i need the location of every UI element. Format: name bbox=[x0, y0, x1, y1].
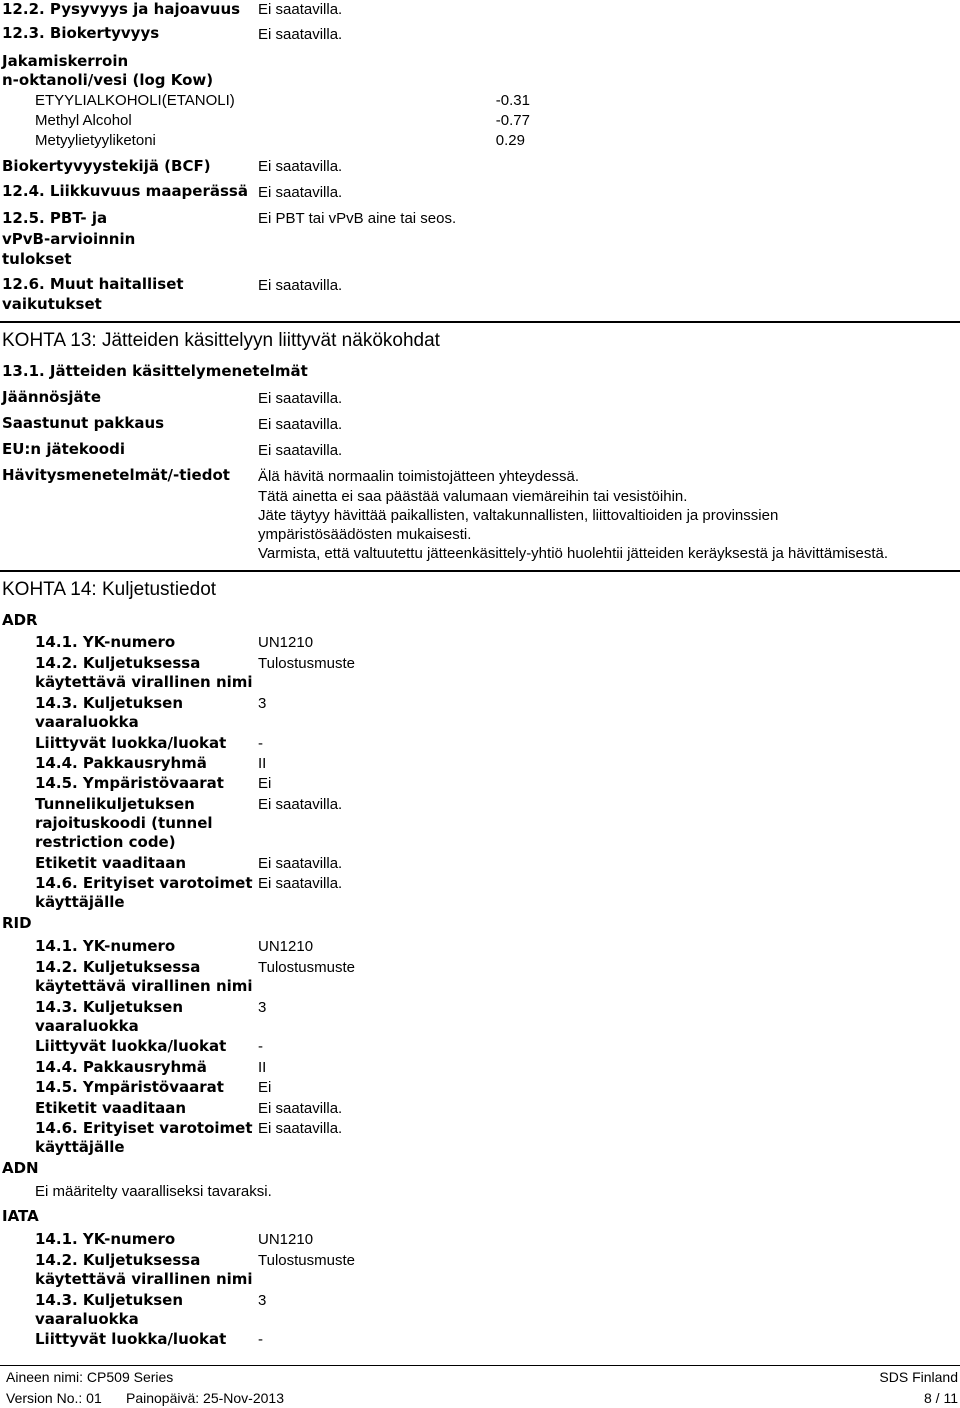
partition-row-name: Metyylietyyliketoni bbox=[35, 132, 156, 149]
rid-subsidiary-label: Liittyvät luokka/luokat bbox=[35, 1037, 227, 1055]
rid-un-label: 14.1. YK-numero bbox=[35, 937, 176, 955]
rid-packing-group-label: 14.4. Pakkausryhmä bbox=[35, 1058, 207, 1076]
contaminated-packaging-label: Saastunut pakkaus bbox=[2, 414, 165, 432]
adr-class-value: 3 bbox=[258, 695, 267, 712]
contaminated-packaging-value: Ei saatavilla. bbox=[258, 416, 343, 433]
mobility-value: Ei saatavilla. bbox=[258, 184, 343, 201]
disposal-line: Tätä ainetta ei saa päästää valumaan viemäreihin tai vesistöihin. bbox=[258, 488, 688, 505]
adr-class-label-line1: 14.3. Kuljetuksen bbox=[35, 694, 184, 712]
adn-heading: ADN bbox=[2, 1159, 39, 1177]
disposal-line: ympäristösäädösten mukaisesti. bbox=[258, 526, 472, 543]
rid-special-label-line1: 14.6. Erityiset varotoimet bbox=[35, 1119, 253, 1137]
footer-version: Version No.: 01 bbox=[6, 1390, 102, 1406]
persistence-value: Ei saatavilla. bbox=[258, 1, 343, 18]
adr-environmental-label: 14.5. Ympäristövaarat bbox=[35, 774, 224, 792]
bcf-value: Ei saatavilla. bbox=[258, 158, 343, 175]
iata-subsidiary-label: Liittyvät luokka/luokat bbox=[35, 1330, 227, 1348]
section13-title: KOHTA 13: Jätteiden käsittelyyn liittyvät näkökohdat bbox=[2, 330, 440, 351]
footer-product-name: Aineen nimi: CP509 Series bbox=[6, 1369, 174, 1385]
adr-labels-label: Etiketit vaaditaan bbox=[35, 854, 187, 872]
adr-un-label: 14.1. YK-numero bbox=[35, 633, 176, 651]
partition-label-line2: n-oktanoli/vesi (log Kow) bbox=[2, 71, 214, 89]
iata-un-label: 14.1. YK-numero bbox=[35, 1230, 176, 1248]
pbt-label-line3: tulokset bbox=[2, 250, 72, 268]
adr-packing-group-value: II bbox=[258, 755, 267, 772]
eu-waste-code-value: Ei saatavilla. bbox=[258, 442, 343, 459]
mobility-label: 12.4. Liikkuvuus maaperässä bbox=[2, 182, 248, 200]
adr-subsidiary-value: - bbox=[258, 735, 263, 752]
rid-special-value: Ei saatavilla. bbox=[258, 1120, 343, 1137]
iata-class-label-line2: vaaraluokka bbox=[35, 1310, 139, 1328]
footer-divider bbox=[0, 1365, 960, 1366]
disposal-line: Varmista, että valtuutettu jätteenkäsittely-yhtiö huolehtii jätteiden keräyksestä ja hävittämisestä. bbox=[258, 545, 889, 562]
adr-tunnel-label-line3: restriction code) bbox=[35, 833, 176, 851]
adr-name-label-line2: käytettävä virallinen nimi bbox=[35, 673, 253, 691]
rid-environmental-value: Ei bbox=[258, 1079, 272, 1096]
adr-special-value: Ei saatavilla. bbox=[258, 875, 343, 892]
adr-special-label-line1: 14.6. Erityiset varotoimet bbox=[35, 874, 253, 892]
rid-subsidiary-value: - bbox=[258, 1038, 263, 1055]
partition-row-name: ETYYLIALKOHOLI(ETANOLI) bbox=[35, 92, 235, 109]
rid-name-value: Tulostusmuste bbox=[258, 959, 355, 976]
bioaccumulation-label: 12.3. Biokertyvyys bbox=[2, 24, 160, 42]
other-effects-label-line1: 12.6. Muut haitalliset bbox=[2, 275, 184, 293]
adr-name-value: Tulostusmuste bbox=[258, 655, 355, 672]
adr-class-label-line2: vaaraluokka bbox=[35, 713, 139, 731]
iata-class-value: 3 bbox=[258, 1292, 267, 1309]
rid-environmental-label: 14.5. Ympäristövaarat bbox=[35, 1078, 224, 1096]
disposal-line: Älä hävitä normaalin toimistojätteen yhteydessä. bbox=[258, 468, 580, 485]
adr-tunnel-label-line2: rajoituskoodi (tunnel bbox=[35, 814, 213, 832]
adr-labels-value: Ei saatavilla. bbox=[258, 855, 343, 872]
bioaccumulation-value: Ei saatavilla. bbox=[258, 26, 343, 43]
iata-name-label-line2: käytettävä virallinen nimi bbox=[35, 1270, 253, 1288]
rid-labels-value: Ei saatavilla. bbox=[258, 1100, 343, 1117]
iata-class-label-line1: 14.3. Kuljetuksen bbox=[35, 1291, 184, 1309]
footer-sds-country: SDS Finland bbox=[879, 1369, 958, 1385]
adr-tunnel-label-line1: Tunnelikuljetuksen bbox=[35, 795, 195, 813]
rid-class-value: 3 bbox=[258, 999, 267, 1016]
adn-text: Ei määritelty vaaralliseksi tavaraksi. bbox=[35, 1183, 272, 1200]
iata-subsidiary-value: - bbox=[258, 1331, 263, 1348]
section-divider bbox=[0, 570, 960, 572]
iata-name-label-line1: 14.2. Kuljetuksessa bbox=[35, 1251, 201, 1269]
disposal-methods-label: Hävitysmenetelmät/-tiedot bbox=[2, 466, 230, 484]
eu-waste-code-label: EU:n jätekoodi bbox=[2, 440, 125, 458]
residual-waste-value: Ei saatavilla. bbox=[258, 390, 343, 407]
bcf-label: Biokertyvyystekijä (BCF) bbox=[2, 157, 211, 175]
rid-class-label-line1: 14.3. Kuljetuksen bbox=[35, 998, 184, 1016]
rid-class-label-line2: vaaraluokka bbox=[35, 1017, 139, 1035]
section14-title: KOHTA 14: Kuljetustiedot bbox=[2, 579, 217, 600]
partition-row-value: -0.31 bbox=[495, 92, 530, 109]
adr-environmental-value: Ei bbox=[258, 775, 272, 792]
partition-row-value: -0.77 bbox=[495, 112, 530, 129]
rid-labels-label: Etiketit vaaditaan bbox=[35, 1099, 187, 1117]
other-effects-label-line2: vaikutukset bbox=[2, 295, 102, 313]
disposal-line: Jäte täytyy hävittää paikallisten, valtakunnallisten, liittovaltioiden ja provinssien bbox=[258, 507, 779, 524]
adr-heading: ADR bbox=[2, 611, 38, 629]
rid-name-label-line1: 14.2. Kuljetuksessa bbox=[35, 958, 201, 976]
adr-special-label-line2: käyttäjälle bbox=[35, 893, 125, 911]
persistence-label: 12.2. Pysyvyys ja hajoavuus bbox=[2, 0, 241, 18]
partition-label-line1: Jakamiskerroin bbox=[2, 52, 129, 70]
adr-packing-group-label: 14.4. Pakkausryhmä bbox=[35, 754, 207, 772]
adr-subsidiary-label: Liittyvät luokka/luokat bbox=[35, 734, 227, 752]
footer-page-number: 8 / 11 bbox=[924, 1390, 958, 1406]
iata-name-value: Tulostusmuste bbox=[258, 1252, 355, 1269]
adr-name-label-line1: 14.2. Kuljetuksessa bbox=[35, 654, 201, 672]
rid-un-value: UN1210 bbox=[258, 938, 314, 955]
footer-print-date: Painopäivä: 25-Nov-2013 bbox=[126, 1390, 284, 1406]
residual-waste-label: Jäännösjäte bbox=[2, 388, 102, 406]
adr-un-value: UN1210 bbox=[258, 634, 314, 651]
pbt-label-line2: vPvB-arvioinnin bbox=[2, 230, 136, 248]
pbt-value: Ei PBT tai vPvB aine tai seos. bbox=[258, 210, 457, 227]
rid-packing-group-value: II bbox=[258, 1059, 267, 1076]
section13-subtitle: 13.1. Jätteiden käsittelymenetelmät bbox=[2, 362, 308, 380]
iata-un-value: UN1210 bbox=[258, 1231, 314, 1248]
rid-heading: RID bbox=[2, 914, 32, 932]
partition-row-value: 0.29 bbox=[495, 132, 525, 149]
iata-heading: IATA bbox=[2, 1207, 39, 1225]
rid-special-label-line2: käyttäjälle bbox=[35, 1138, 125, 1156]
adr-tunnel-value: Ei saatavilla. bbox=[258, 796, 343, 813]
partition-row-name: Methyl Alcohol bbox=[35, 112, 132, 129]
rid-name-label-line2: käytettävä virallinen nimi bbox=[35, 977, 253, 995]
section-divider bbox=[0, 321, 960, 323]
other-effects-value: Ei saatavilla. bbox=[258, 277, 343, 294]
pbt-label-line1: 12.5. PBT- ja bbox=[2, 209, 108, 227]
